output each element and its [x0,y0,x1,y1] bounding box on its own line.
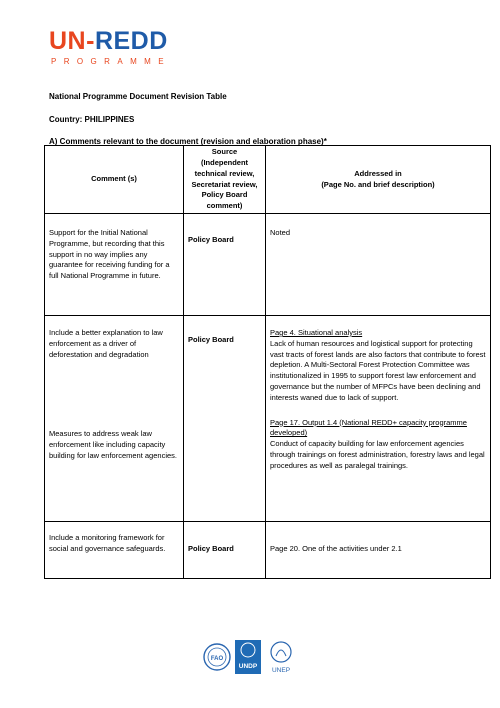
table-row [45,316,491,522]
table-row [45,214,491,316]
row4-comment: Include a monitoring framework for social and governance safeguards. [45,522,184,579]
row1-source: Policy Board [184,214,266,316]
svg-text:UNDP: UNDP [238,663,258,670]
header-addressed-line1: Addressed in [354,168,402,178]
row3-addressed-text: Conduct of capacity building for law enforcement agencies through trainings on forest administration, forestry laws and legal procedures as well as paralegal trainings. [270,439,485,470]
logo-un: UN- [49,27,95,55]
row1-addressed: Noted [266,214,491,316]
row2-source: Policy Board [184,316,266,522]
table-header-row [45,146,491,214]
row2-addressed-title: Page 4. Situational analysis [270,328,363,337]
header-addressed-line2: (Page No. and brief description) [321,179,435,189]
undp-logo [235,640,261,674]
svg-text:UNEP: UNEP [271,667,291,674]
section-heading: A) Comments relevant to the document (revision and elaboration phase)* [49,137,327,146]
svg-text:FAO: FAO [210,656,224,662]
header-addressed [266,146,491,214]
header-comment: Comment (s) [45,146,184,214]
row4-addressed: Page 20. One of the activities under 2.1 [266,522,491,579]
unep-logo [265,640,297,674]
fao-logo [203,643,231,671]
logo-redd: REDD [94,27,168,55]
country-label: Country: PHILIPPINES [49,115,135,124]
document-title: National Programme Document Revision Table [49,92,227,101]
logo-programme: PROGRAMME [51,57,171,66]
row2-addressed-cell [266,316,491,522]
un-redd-logo [49,27,171,66]
partner-logos [203,640,297,674]
row2-comment-a: Include a better explanation to law enforcement as a driver of deforestation and degradation [49,328,163,359]
row2-comment-cell [45,316,184,522]
row1-comment: Support for the Initial National Programme, but recording that this support in no way implies any guarantee for receiving funding for a full National Programme in future. [45,214,184,316]
row2-comment-b: Measures to address weak law enforcement like including capacity building for law enforcement agencies. [49,429,177,460]
revision-table [44,145,491,579]
row4-source: Policy Board [184,522,266,579]
row2-addressed-text: Lack of human resources and logistical support for protecting vast tracts of forest lands are also factors that contribute to forest depletion. A Multi-Sectoral Forest Protection Committee was institutionalized in 1995 to support forest law enforcement and governance but the number of MFPCs have been declining and interests waned due to lack of support. [270,338,486,402]
logo-wordmark [49,27,171,55]
table-row [45,522,491,579]
header-source: Source (Independent technical review, Secretariat review, Policy Board comment) [184,146,266,214]
row3-addressed-title: Page 17. Output 1.4 (National REDD+ capacity programme developed) [270,417,467,438]
